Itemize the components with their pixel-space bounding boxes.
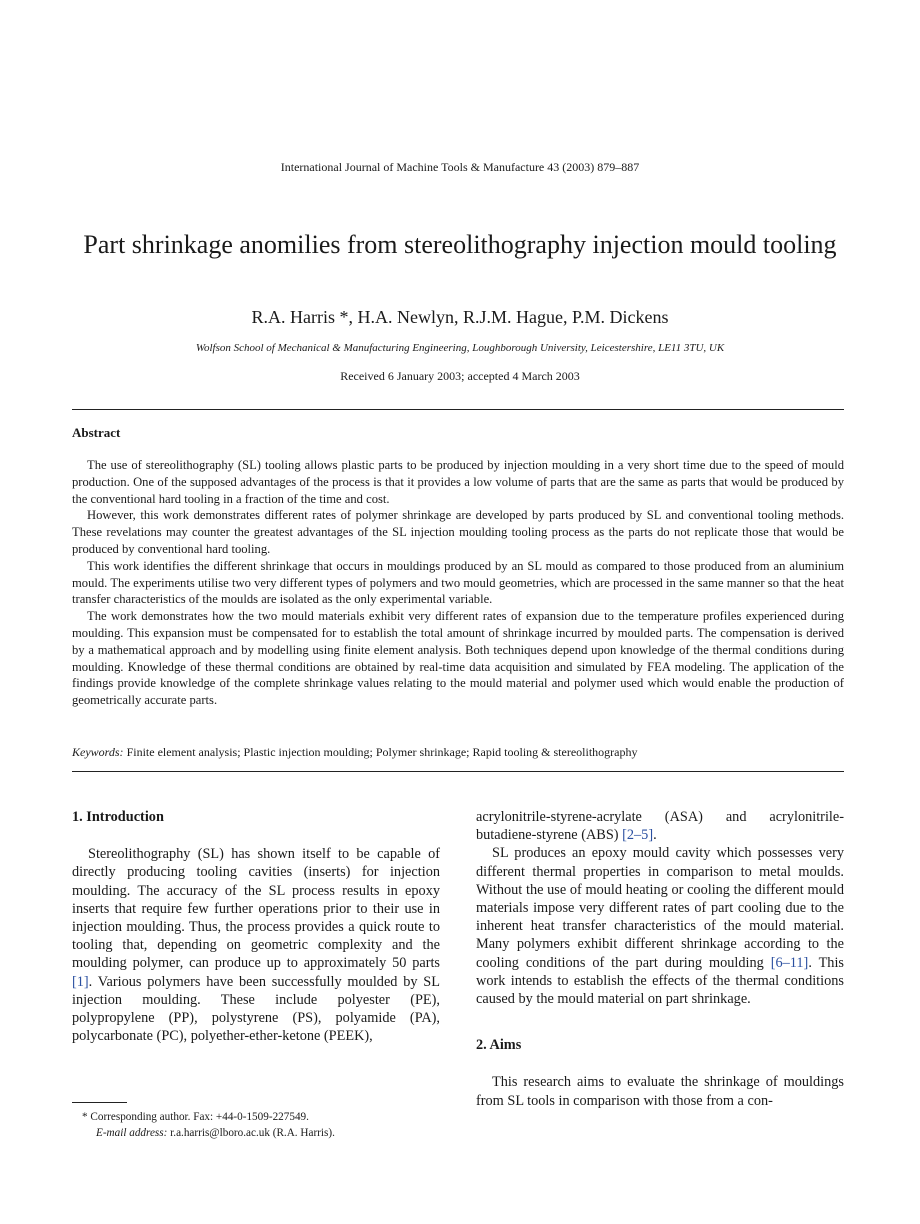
intro-text: . — [653, 827, 657, 844]
abstract-paragraph: The use of stereolithography (SL) tooling allows plastic parts to be produced by injection moulding in a very short time due to the speed of mould production. One of the supposed advantages of the process is that it provides a low volume of parts that are the same as parts that would be produced by the conventional hard tooling in a fraction of the time and cost. — [72, 458, 844, 506]
reference-link[interactable]: [1] — [72, 973, 89, 990]
keywords-label: Keywords: — [72, 745, 124, 759]
author-list: R.A. Harris *, H.A. Newlyn, R.J.M. Hague, P.M. Dickens — [251, 307, 669, 327]
abstract-paragraph: However, this work demonstrates different rates of polymer shrinkage are developed by parts produced by SL and conventional tooling methods. These revelations may counter the greatest advantages of the SL injection moulding tooling process as the parts do not replicate those that would be produced by conventional hard tooling. — [72, 508, 844, 556]
footnote-email — [72, 1125, 440, 1141]
abstract-paragraph: This work identifies the different shrinkage that occurs in mouldings produced by an SL mould as compared to those produced from an aluminium mould. The experiments utilise two very different types of polymers and two mould geometries, which are processed in the same manner so that the heat transfer characteristics of the moulds are isolated as the only experimental variable. — [72, 558, 844, 607]
affiliation: Wolfson School of Mechanical & Manufacturing Engineering, Loughborough University, Leicestershire, LE11 3TU, UK — [195, 342, 725, 354]
intro-text: acrylonitrile-styrene-acrylate (ASA) and acrylonitrile-butadiene-styrene (ABS) — [476, 809, 844, 844]
reference-link[interactable]: [6–11] — [770, 954, 809, 971]
abstract-paragraph: The work demonstrates how the two mould materials exhibit very different rates of expansion due to the temperature profiles experienced during moulding. This expansion must be compensated for to establish the total amount of shrinkage incurred by moulded parts. The compensation is derived by a mathematical approach and by modelling using finite element analysis. Both techniques depend upon knowledge of the thermal conditions during moulding. Knowledge of these thermal conditions are obtained by real-time data acquisition and simulated by FEA modeling. The application of the findings provide knowledge of the complete shrinkage values relating to the mould material and polymer used which would enable the production of geometrically accurate parts. — [72, 609, 844, 708]
intro-text: . Various polymers have been successfully moulded by SL injection moulding. These include polyester (PE), polypropylene (PP), polystyrene (PS), polyamide (PA), polycarbonate (PC), polyether-ether-ketone (PEEK), — [72, 973, 440, 1045]
received-dates: Received 6 January 2003; accepted 4 March 2003 — [340, 369, 580, 383]
intro-text: . This work intends to establish the effects of the thermal conditions caused by the mould material on part shrinkage. — [476, 954, 844, 1008]
keywords-text: Finite element analysis; Plastic injection moulding; Polymer shrinkage; Rapid tooling & stereolithography — [126, 745, 638, 759]
section-heading-aims: 2. Aims — [476, 1037, 522, 1054]
abstract-heading: Abstract — [72, 425, 121, 440]
footnote — [72, 1109, 440, 1141]
keywords — [72, 745, 844, 760]
intro-text: Stereolithography (SL) has shown itself to be capable of directly producing tooling cavities (inserts) for injection moulding. The accuracy of the SL process results in epoxy inserts that require few further operations prior to their use in injection moulding. Thus, the process provides a quick route to tooling that, depending on geometric complexity and the moulding polymer, can produce up to approximately 50 parts — [72, 846, 440, 972]
section-heading-introduction: 1. Introduction — [72, 809, 164, 825]
abstract-body — [72, 457, 844, 709]
intro-text: SL produces an epoxy mould cavity which possesses very different thermal properties in comparison to metal moulds. Without the use of mould heating or cooling the different mould materials impose very different rates of part cooling due to the inherent heat transfer characteristics of the mould material. Many polymers exhibit different shrinkage according to the cooling conditions of the part during moulding — [476, 845, 844, 971]
email-address[interactable]: r.a.harris@lboro.ac.uk (R.A. Harris). — [170, 1127, 335, 1139]
top-divider — [72, 409, 844, 410]
journal-citation: International Journal of Machine Tools & Manufacture 43 (2003) 879–887 — [280, 160, 640, 174]
aims-paragraph: This research aims to evaluate the shrinkage of mouldings from SL tools in comparison with those from a con- — [476, 1074, 844, 1109]
right-column — [476, 808, 844, 1110]
footnote-corresponding: * Corresponding author. Fax: +44-0-1509-227549. — [82, 1111, 309, 1123]
intro-paragraph — [476, 808, 844, 844]
email-label: E-mail address: — [96, 1127, 168, 1139]
paper-title: Part shrinkage anomilies from stereolithography injection mould tooling — [83, 230, 837, 259]
left-column — [72, 808, 440, 1045]
intro-paragraph — [476, 844, 844, 1008]
reference-link[interactable]: [2–5] — [622, 827, 654, 844]
abstract-bottom-divider — [72, 771, 844, 772]
intro-paragraph — [72, 845, 440, 1045]
footnote-divider — [72, 1102, 127, 1103]
